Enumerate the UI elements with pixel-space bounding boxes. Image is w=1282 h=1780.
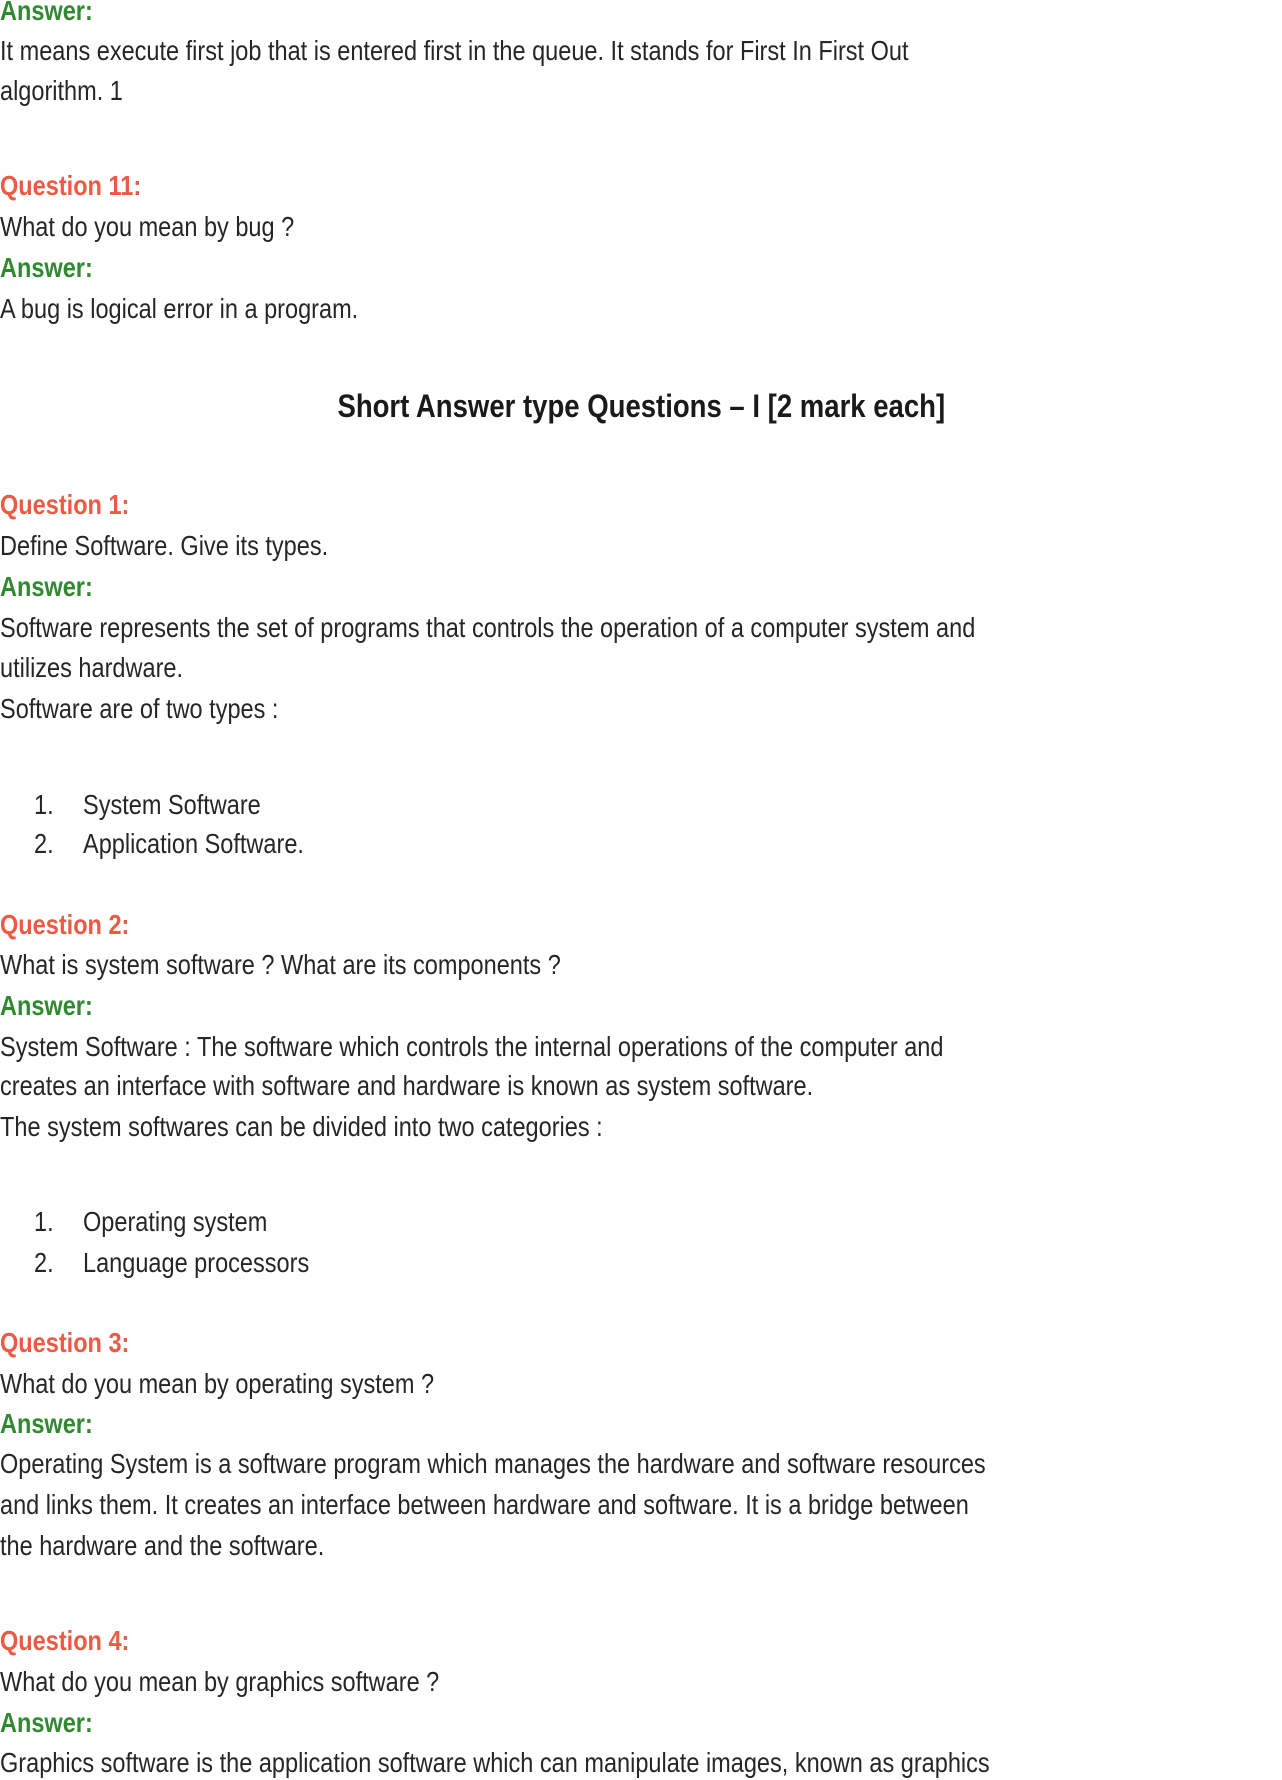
section-heading-text: Short Answer type Questions – I [2 mark each] — [337, 388, 945, 424]
question-text: Define Software. Give its types. — [0, 530, 329, 561]
list-number: 1. — [34, 789, 54, 820]
question-text: What do you mean by operating system ? — [0, 1368, 435, 1399]
question-label: Question 4: — [0, 1625, 130, 1656]
list-number: 2. — [34, 1247, 54, 1278]
answer-label: Answer: — [0, 252, 93, 283]
answer-text: Software represents the set of programs that controls the operation of a computer system and — [0, 612, 976, 643]
answer-text: creates an interface with software and hardware is known as system software. — [0, 1070, 814, 1101]
answer-text: algorithm. 1 — [0, 75, 123, 106]
list-item: Language processors — [83, 1247, 310, 1278]
answer-label: Answer: — [0, 0, 93, 26]
answer-text: Operating System is a software program which manages the hardware and software resources — [0, 1448, 986, 1479]
question-label: Question 1: — [0, 489, 130, 520]
answer-text: Software are of two types : — [0, 693, 279, 724]
list-item: Application Software. — [83, 828, 304, 859]
section-heading — [0, 387, 1282, 425]
question-label: Question 11: — [0, 170, 142, 201]
list-item: Operating system — [83, 1206, 268, 1237]
answer-label: Answer: — [0, 1408, 93, 1439]
question-text: What do you mean by bug ? — [0, 211, 295, 242]
answer-text: the hardware and the software. — [0, 1530, 325, 1561]
answer-text: utilizes hardware. — [0, 652, 184, 683]
answer-text: A bug is logical error in a program. — [0, 293, 359, 324]
question-label: Question 3: — [0, 1327, 130, 1358]
answer-text: System Software : The software which controls the internal operations of the computer and — [0, 1031, 944, 1062]
question-text: What do you mean by graphics software ? — [0, 1666, 440, 1697]
answer-text: and links them. It creates an interface between hardware and software. It is a bridge between — [0, 1489, 969, 1520]
answer-label: Answer: — [0, 990, 93, 1021]
list-number: 1. — [34, 1206, 54, 1237]
list-item: System Software — [83, 789, 261, 820]
list-number: 2. — [34, 828, 54, 859]
answer-text: It means execute first job that is entered first in the queue. It stands for First In First Out — [0, 35, 909, 66]
answer-label: Answer: — [0, 1707, 93, 1738]
answer-text: Graphics software is the application software which can manipulate images, known as graphics — [0, 1747, 990, 1778]
question-label: Question 2: — [0, 909, 130, 940]
answer-text: The system softwares can be divided into two categories : — [0, 1111, 603, 1142]
question-text: What is system software ? What are its components ? — [0, 949, 561, 980]
answer-label: Answer: — [0, 571, 93, 602]
